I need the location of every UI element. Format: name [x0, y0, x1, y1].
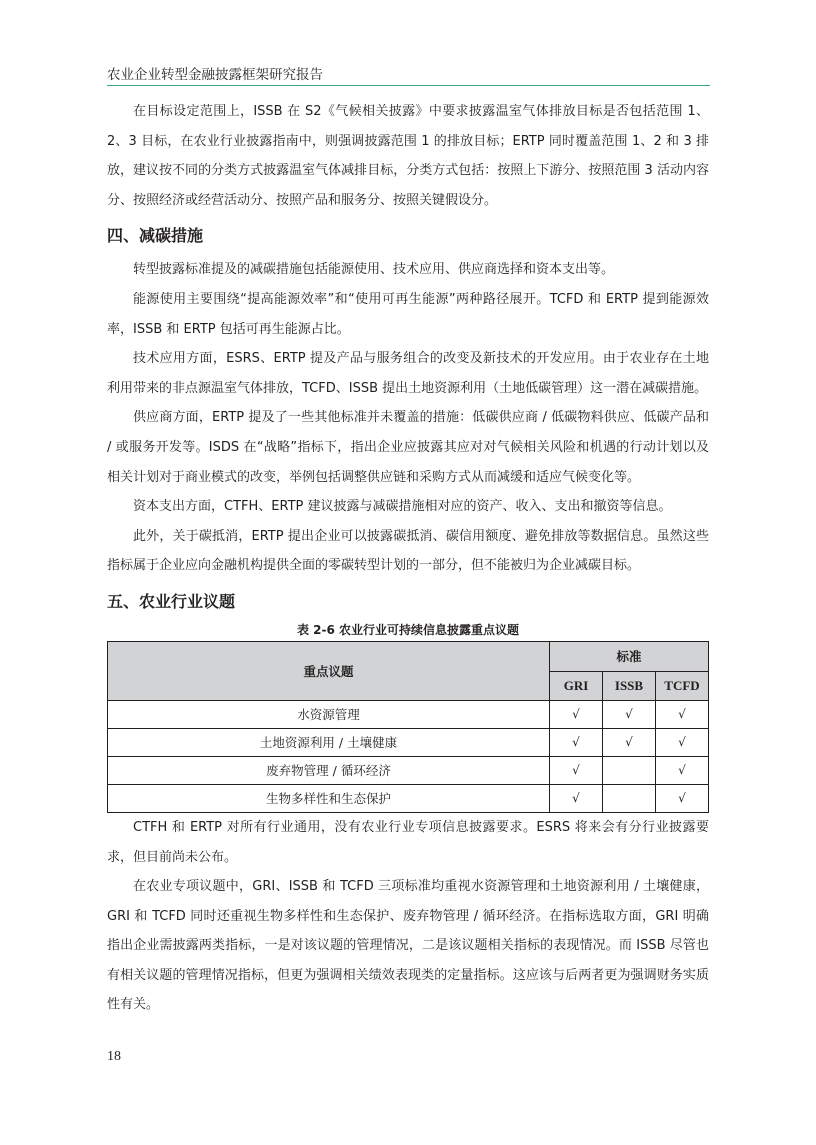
- paragraph-suppliers: 供应商方面，ERTP 提及了一些其他标准并未覆盖的措施：低碳供应商 / 低碳物料供应、低碳产品和 / 或服务开发等。ISDS 在“战略”指标下，指出企业应披露其应对对气候相关风险和机遇的行动计划以及相关计划对于商业模式的改变，举例包括调整供应链和采购方式从而减缓和适应气候变化等。: [107, 410, 709, 485]
- paragraph-technology: 技术应用方面，ESRS、ERTP 提及产品与服务组合的改变及新技术的开发应用。由于农业存在土地利用带来的非点源温室气体排放，TCFD、ISSB 提出土地资源利用（土地低碳管理）这一潜在减碳措施。: [107, 351, 709, 396]
- page-number: 18: [107, 1049, 121, 1064]
- running-header: 农业企业转型金融披露框架研究报告: [107, 67, 323, 83]
- paragraph-measures-intro: 转型披露标准提及的减碳措施包括能源使用、技术应用、供应商选择和资本支出等。: [133, 262, 615, 278]
- topic-cell: 废弃物管理 / 循环经济: [108, 756, 550, 784]
- check-cell-tcfd: √: [656, 728, 709, 756]
- check-cell-gri: √: [550, 728, 603, 756]
- paragraph-offsets: 此外，关于碳抵消，ERTP 提出企业可以披露碳抵消、碳信用额度、避免排放等数据信息。虽然这些指标属于企业应向金融机构提供全面的零碳转型计划的一部分，但不能被归为企业减碳目标。: [107, 528, 709, 574]
- table-caption: 表 2-6 农业行业可持续信息披露重点议题: [296, 622, 520, 637]
- check-cell-issb: [603, 756, 656, 784]
- col-header-standards: 标准: [550, 641, 709, 671]
- check-cell-tcfd: √: [656, 756, 709, 784]
- table-row: [108, 756, 709, 784]
- check-cell-issb: √: [603, 700, 656, 728]
- section-heading-agri-topics: 五、农业行业议题: [107, 591, 236, 611]
- section-heading-carbon-measures: 四、减碳措施: [107, 226, 204, 246]
- check-cell-gri: √: [550, 784, 603, 812]
- check-cell-tcfd: √: [656, 700, 709, 728]
- topic-cell: 生物多样性和生态保护: [108, 784, 550, 812]
- paragraph-capex: 资本支出方面，CTFH、ERTP 建议披露与减碳措施相对应的资产、收入、支出和撤资等信息。: [133, 499, 672, 515]
- check-cell-gri: √: [550, 756, 603, 784]
- check-cell-issb: √: [603, 728, 656, 756]
- table-row: [108, 728, 709, 756]
- topic-cell: 水资源管理: [108, 700, 550, 728]
- paragraph-energy-use: 能源使用主要围绕“提高能源效率”和“使用可再生能源”两种路径展开。TCFD 和 ERTP 提到能源效率，ISSB 和 ERTP 包括可再生能源占比。: [107, 291, 709, 337]
- col-header-topic: 重点议题: [108, 641, 550, 700]
- table-row: [108, 700, 709, 728]
- check-cell-gri: √: [550, 700, 603, 728]
- paragraph-agri-topics-analysis: 在农业专项议题中，GRI、ISSB 和 TCFD 三项标准均重视水资源管理和土地资源利用 / 土壤健康，GRI 和 TCFD 同时还重视生物多样性和生态保护、废弃物管理 / 循环经济。在指标选取方面，GRI 明确指出企业需披露两类指标，一是对该议题的管理情况，二是该议题相关指标的表现情况。而 ISSB 尽管也有相关议题的管理情况指标，但更为强调相关绩效表现类的定量指标。这应该与后两者更为强调财务实质性有关。: [107, 879, 709, 1013]
- page-body: [107, 97, 709, 1020]
- check-cell-issb: [603, 784, 656, 812]
- topic-cell: 土地资源利用 / 土壤健康: [108, 728, 550, 756]
- paragraph-target-scope: 在目标设定范围上，ISSB 在 S2《气候相关披露》中要求披露温室气体排放目标是否包括范围 1、2、3 目标，在农业行业披露指南中，则强调披露范围 1 的排放目标；ERTP 同时覆盖范围 1、2 和 3 排放，建议按不同的分类方式披露温室气体减排目标，分类方式包括：按照上下游分、按照范围 3 活动内容分、按照经济或经营活动分、按照产品和服务分、按照关键假设分。: [107, 104, 709, 208]
- agri-topics-table: [107, 641, 709, 813]
- check-cell-tcfd: √: [656, 784, 709, 812]
- paragraph-ctfh-ertp: CTFH 和 ERTP 对所有行业通用，没有农业行业专项信息披露要求。ESRS 将来会有分行业披露要求，但目前尚未公布。: [107, 819, 709, 865]
- col-header-tcfd: TCFD: [656, 671, 709, 700]
- table-row: [108, 784, 709, 812]
- col-header-gri: GRI: [550, 671, 603, 700]
- col-header-issb: ISSB: [603, 671, 656, 700]
- header-rule: [107, 85, 710, 86]
